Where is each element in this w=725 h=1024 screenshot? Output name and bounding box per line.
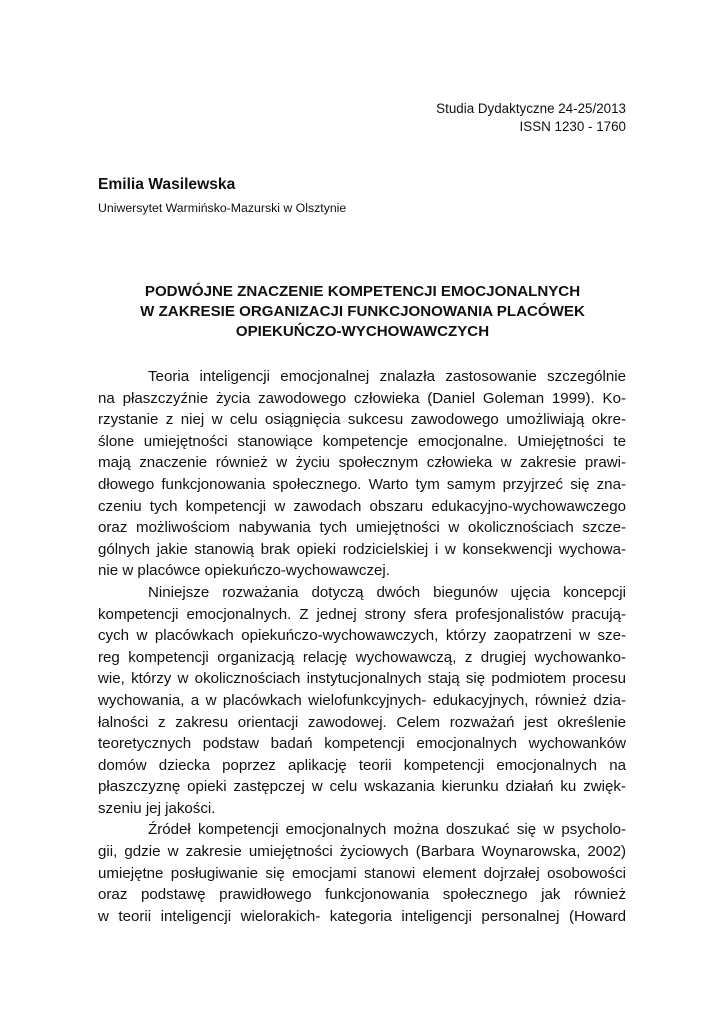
body-line: teoretycznych podstaw badań kompetencji emocjonalnych wychowanków <box>98 735 626 753</box>
journal-issn: ISSN 1230 - 1760 <box>519 119 626 134</box>
body-line: wychowania, a w placówkach wielofunkcyjnych- edukacyjnych, również dzia- <box>98 691 626 709</box>
body-line: ślone umiejętności stanowiące kompetencje emocjonalne. Umiejętności te <box>98 432 626 450</box>
body-line: cych w placówkach opiekuńczo-wychowawczych, którzy zaopatrzeni w sze- <box>98 627 626 645</box>
author-name: Emilia Wasilewska <box>98 176 236 193</box>
body-line: oraz podstawę prawidłowego funkcjonowania społecznego jak również <box>98 886 626 904</box>
body-line: kompetencji emocjonalnych. Z jednej strony sfera profesjonalistów pracują- <box>98 605 626 623</box>
body-line: dłowego funkcjonowania społecznego. Warto tym samym przyjrzeć się zna- <box>98 475 626 493</box>
body-line: gólnych jakie stanowią brak opieki rodzicielskiej i w konsekwencji wychowa- <box>98 540 626 558</box>
body-line: Niniejsze rozważania dotyczą dwóch biegunów ujęcia koncepcji <box>148 583 626 601</box>
body-line: szeniu jej jakości. <box>98 799 216 817</box>
body-line: oraz możliwościom nabywania tych umiejętności w okolicznościach szcze- <box>98 519 626 537</box>
author-affiliation: Uniwersytet Warmińsko-Mazurski w Olsztynie <box>98 201 347 215</box>
body-line: domów dziecka poprzez aplikację teorii kompetencji emocjonalnych na <box>98 756 626 774</box>
body-line: wie, którzy w okolicznościach instytucjonalnych stają się podmiotem procesu <box>98 670 626 688</box>
body-line: Teoria inteligencji emocjonalnej znalazła zastosowanie szczególnie <box>148 368 626 385</box>
body-line: nie w placówce opiekuńczo-wychowawczej. <box>98 562 390 580</box>
article-body <box>98 366 626 927</box>
title-line: PODWÓJNE ZNACZENIE KOMPETENCJI EMOCJONALNYCH <box>144 283 581 300</box>
body-line: umiejętne posługiwanie się emocjami stanowi element dojrzałej osobowości <box>98 864 626 882</box>
body-line: Źródeł kompetencji emocjonalnych można doszukać się w psycholo- <box>148 821 626 839</box>
body-line: na płaszczyźnie życia zawodowego człowieka (Daniel Goleman 1999). Ko- <box>98 389 626 407</box>
body-line: łalności z zakresu orientacji zawodowej. Celem rozważań jest określenie <box>98 713 626 731</box>
body-line: rzystanie z niej w celu osiągnięcia sukcesu zawodowego umożliwiają okre- <box>98 411 626 429</box>
body-line: w teorii inteligencji wielorakich- kategoria inteligencji personalnej (Howard <box>98 907 626 925</box>
title-line: W ZAKRESIE ORGANIZACJI FUNKCJONOWANIA PLACÓWEK <box>140 303 585 320</box>
body-line: mają znaczenie również w życiu społecznym człowieka w zakresie prawi- <box>98 454 626 472</box>
journal-header <box>436 100 626 136</box>
body-line: czeniu tych kompetencji w zawodach obszaru edukacyjno-wychowawczego <box>98 497 626 515</box>
journal-name: Studia Dydaktyczne 24-25/2013 <box>436 101 626 116</box>
body-line: gii, gdzie w zakresie umiejętności życiowych (Barbara Woynarowska, 2002) <box>98 843 626 861</box>
article-title <box>90 282 635 342</box>
title-line: OPIEKUŃCZO-WYCHOWAWCZYCH <box>235 323 490 340</box>
body-line: płaszczyznę opieki zastępczej w celu wskazania kierunku działań ku zwięk- <box>98 778 626 796</box>
body-line: reg kompetencji organizacją relację wychowawczą, z drugiej wychowanko- <box>98 648 626 666</box>
